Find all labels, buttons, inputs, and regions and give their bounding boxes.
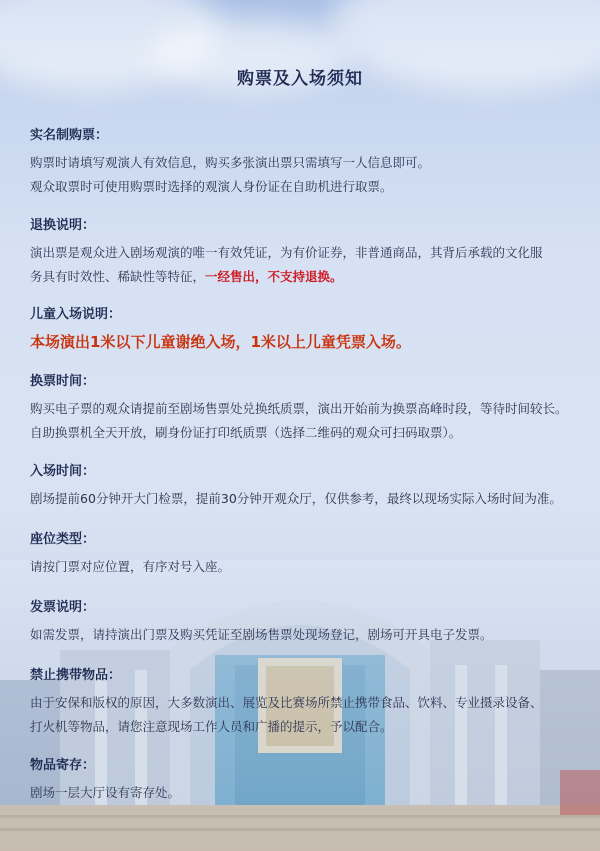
text-line	[30, 265, 578, 289]
text-line: 剧场一层大厅设有寄存处。	[30, 785, 181, 800]
text-line: 由于安保和版权的原因，大多数演出、展览及比赛场所禁止携带食品、饮料、专业摄录设备、	[30, 695, 543, 710]
section-refund	[30, 217, 578, 289]
section-prohibited	[30, 667, 578, 739]
text-line: 购票时请填写观演人有效信息，购买多张演出票只需填写一人信息即可。	[30, 155, 431, 170]
text-line: 剧场提前60分钟开大门检票，提前30分钟开观众厅，仅供参考，最终以现场实际入场时间为准。	[30, 491, 562, 506]
section-entry	[30, 463, 578, 511]
section-heading: 物品寄存：	[30, 758, 96, 773]
section-heading: 发票说明：	[30, 600, 96, 615]
section-heading: 入场时间：	[30, 464, 96, 479]
page-title: 购票及入场须知	[237, 69, 363, 89]
text-line: 观众取票时可使用购票时选择的观演人身份证在自助机进行取票。	[30, 179, 393, 194]
section-children	[30, 306, 578, 354]
text-line: 自助换票机全天开放，刷身份证打印纸质票（选择二维码的观众可扫码取票）。	[30, 425, 462, 440]
section-exchange	[30, 373, 578, 445]
section-heading: 实名制购票：	[30, 128, 109, 143]
section-heading: 换票时间：	[30, 374, 96, 389]
section-heading: 禁止携带物品：	[30, 668, 122, 683]
section-heading: 座位类型：	[30, 532, 96, 547]
children-notice: 本场演出1米以下儿童谢绝入场，1米以上儿童凭票入场。	[30, 333, 411, 351]
section-heading: 儿童入场说明：	[30, 307, 122, 322]
text-line: 如需发票，请持演出门票及购买凭证至剧场售票处现场登记，剧场可开具电子发票。	[30, 627, 493, 642]
section-storage	[30, 757, 578, 805]
text-segment: 务具有时效性、稀缺性等特征，	[30, 269, 206, 284]
text-line: 演出票是观众进入剧场观演的唯一有效凭证，为有价证券，非普通商品，其背后承载的文化服	[30, 245, 543, 260]
text-line: 打火机等物品，请您注意现场工作人员和广播的提示，予以配合。	[30, 719, 393, 734]
section-seat	[30, 531, 578, 579]
text-line: 请按门票对应位置，有序对号入座。	[30, 559, 231, 574]
no-refund-notice: 一经售出，不支持退换。	[205, 269, 343, 284]
section-heading: 退换说明：	[30, 218, 96, 233]
section-realname	[30, 127, 578, 199]
text-line: 购买电子票的观众请提前至剧场售票处兑换纸质票，演出开始前为换票高峰时段，等待时间较长。	[30, 401, 568, 416]
section-invoice	[30, 599, 578, 647]
